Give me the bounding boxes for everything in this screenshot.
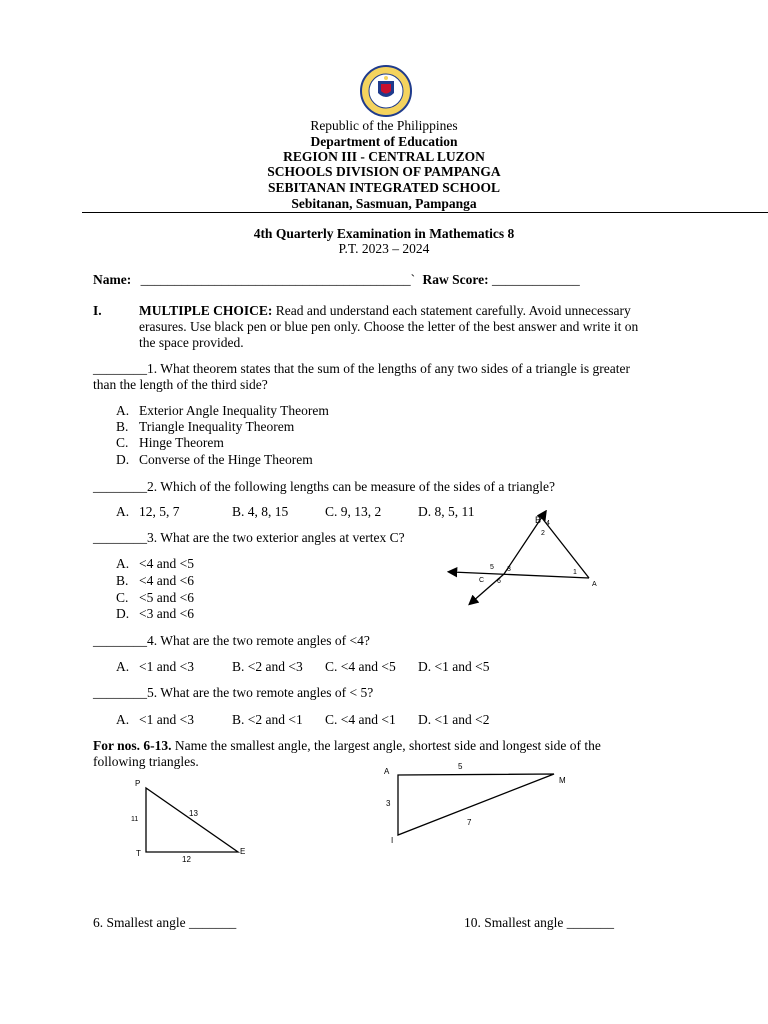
figure-triangle-ami	[378, 758, 578, 850]
q5-option-a-letter: A.	[116, 712, 130, 727]
side-mi-length: 7	[467, 818, 472, 827]
question-4: ________4. What are the two remote angles of <4?	[93, 633, 370, 648]
label-i: I	[391, 836, 394, 845]
side-ai-length: 3	[386, 799, 391, 808]
angle-6: 6	[497, 578, 501, 585]
triangle-ami	[398, 774, 554, 835]
exam-period: P.T. 2023 – 2024	[338, 241, 430, 256]
angle-1: 1	[573, 569, 577, 576]
q1-option-c-letter: C.	[116, 435, 129, 450]
q2-option-a: 12, 5, 7	[139, 504, 180, 519]
score-field[interactable]: _____________	[491, 272, 580, 287]
q1-option-a: Exterior Angle Inequality Theorem	[139, 403, 329, 418]
side-pe-length: 13	[189, 809, 198, 818]
q1-option-c: Hinge Theorem	[139, 435, 224, 450]
q1-option-a-letter: A.	[116, 403, 130, 418]
side-ca-extended	[452, 572, 589, 578]
q1-option-b: Triangle Inequality Theorem	[139, 419, 295, 434]
section-title: MULTIPLE CHOICE:	[139, 303, 273, 318]
section-instruction-c: the space provided.	[139, 335, 244, 350]
q4-option-c: C. <4 and <5	[325, 659, 396, 674]
name-label: Name:	[93, 272, 132, 287]
deped-seal	[352, 64, 420, 118]
header-department: Department of Education	[310, 134, 458, 149]
q4-option-d: D. <1 and <5	[418, 659, 490, 674]
q5-option-c: C. <4 and <1	[325, 712, 396, 727]
q2-option-a-letter: A.	[116, 504, 130, 519]
items-6-13-instruction	[93, 738, 601, 754]
section-instruction-b: erasures. Use black pen or blue pen only. Choose the letter of the best answer and write it on	[139, 319, 639, 334]
header-school: SEBITANAN INTEGRATED SCHOOL	[267, 180, 501, 195]
q3-option-d: <3 and <6	[139, 606, 194, 621]
q3-option-a: <4 and <5	[139, 556, 194, 571]
header-republic: Republic of the Philippines	[310, 118, 458, 133]
items-6-13-line2: following triangles.	[93, 754, 199, 769]
side-am-length: 5	[458, 762, 463, 771]
label-c: C	[479, 577, 485, 584]
answer-10[interactable]: 10. Smallest angle _______	[464, 915, 614, 930]
items-6-13-text: Name the smallest angle, the largest angle, shortest side and longest side of the	[174, 738, 601, 753]
label-b: B	[535, 515, 542, 525]
section-instr-1	[139, 303, 631, 319]
q5-option-d: D. <1 and <2	[418, 712, 490, 727]
angle-3: 3	[507, 566, 511, 573]
name-field[interactable]: ________________________________________`	[140, 272, 416, 287]
answer-6[interactable]: 6. Smallest angle _______	[93, 915, 237, 930]
q3-option-b-letter: B.	[116, 573, 129, 588]
question-1-line2: than the length of the third side?	[93, 377, 268, 392]
q3-option-a-letter: A.	[116, 556, 130, 571]
exam-title: 4th Quarterly Examination in Mathematics 8	[253, 226, 515, 241]
label-p: P	[135, 779, 141, 788]
label-t: T	[136, 849, 141, 858]
label-e: E	[240, 847, 246, 856]
question-2: ________2. Which of the following lengths can be measure of the sides of a triangle?	[93, 479, 555, 494]
figure-triangle-bca	[446, 510, 606, 610]
q1-option-d: Converse of the Hinge Theorem	[139, 452, 313, 467]
header-divider	[82, 212, 768, 213]
question-3: ________3. What are the two exterior angles at vertex C?	[93, 530, 405, 545]
section-instruction-a: Read and understand each statement carefully. Avoid unnecessary	[275, 303, 631, 318]
q3-option-c: <5 and <6	[139, 590, 194, 605]
side-te-length: 12	[182, 855, 191, 864]
q1-option-d-letter: D.	[116, 452, 130, 467]
q1-option-b-letter: B.	[116, 419, 129, 434]
q2-option-c: C. 9, 13, 2	[325, 504, 382, 519]
section-numeral: I.	[93, 303, 102, 318]
q3-option-c-letter: C.	[116, 590, 129, 605]
name-row	[93, 272, 580, 288]
q3-option-b: <4 and <6	[139, 573, 194, 588]
q4-option-b: B. <2 and <3	[232, 659, 303, 674]
label-a: A	[592, 581, 597, 588]
side-pt-length: 11	[131, 816, 139, 823]
header-region: REGION III - CENTRAL LUZON	[283, 149, 485, 164]
question-5: ________5. What are the two remote angles of < 5?	[93, 685, 374, 700]
figure-triangle-pte	[126, 774, 256, 866]
header-division: SCHOOLS DIVISION OF PAMPANGA	[267, 164, 501, 179]
label-a2: A	[384, 767, 390, 776]
q5-option-a: <1 and <3	[139, 712, 194, 727]
q2-option-d: D. 8, 5, 11	[418, 504, 475, 519]
angle-4: 4	[546, 520, 550, 527]
q2-option-b: B. 4, 8, 15	[232, 504, 289, 519]
q4-option-a-letter: A.	[116, 659, 130, 674]
side-ba	[542, 518, 589, 578]
score-label: Raw Score:	[422, 272, 489, 287]
angle-5: 5	[490, 564, 494, 571]
angle-2: 2	[541, 530, 545, 537]
question-1-line1: ________1. What theorem states that the sum of the lengths of any two sides of a triangle is greater	[93, 361, 630, 376]
q4-option-a: <1 and <3	[139, 659, 194, 674]
header-address: Sebitanan, Sasmuan, Pampanga	[291, 196, 477, 211]
triangle-pte	[146, 788, 238, 852]
label-m: M	[559, 776, 566, 785]
q3-option-d-letter: D.	[116, 606, 130, 621]
items-6-13-label: For nos. 6-13.	[93, 738, 172, 753]
q5-option-b: B. <2 and <1	[232, 712, 303, 727]
